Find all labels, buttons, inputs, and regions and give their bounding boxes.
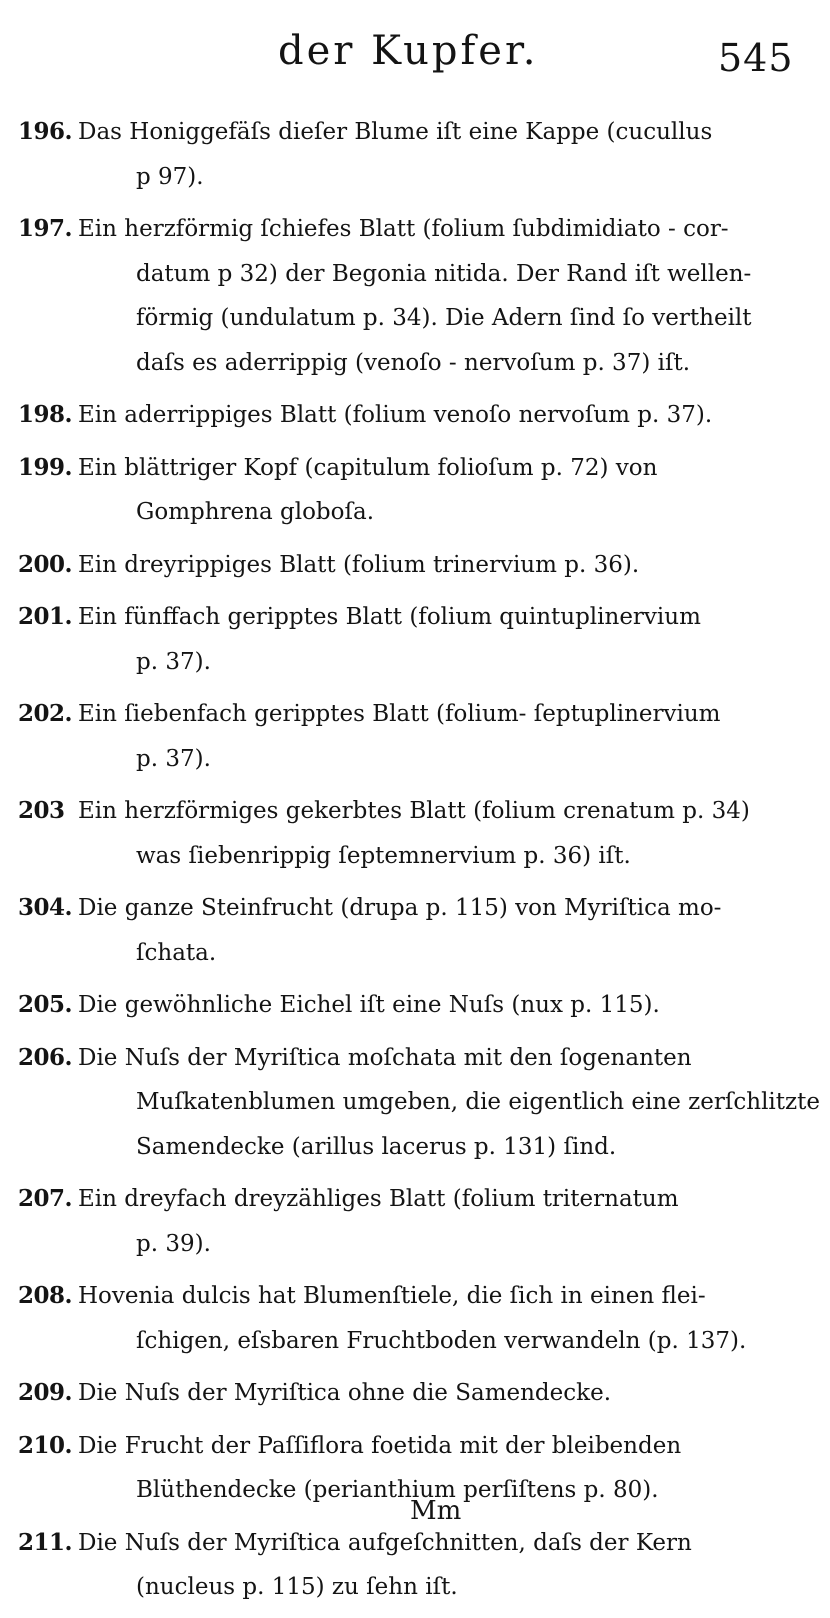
plate-entries-list — [0, 110, 830, 1618]
entry-number: 209. — [18, 1379, 73, 1406]
page-number: 545 — [718, 36, 794, 80]
plate-entry — [0, 886, 830, 975]
entry-text-line: Hovenia dulcis hat Blumenſtiele, die ſich in einen flei- — [78, 1283, 706, 1309]
plate-entry — [0, 983, 830, 1028]
entry-number: 198. — [18, 401, 73, 428]
entry-number: 203 — [18, 797, 65, 824]
entry-text-line: Gomphrena globoſa. — [136, 499, 375, 525]
entry-text-line: Die Nuſs der Myriſtica aufgeſchnitten, daſs der Kern — [78, 1529, 692, 1556]
plate-entry — [0, 1036, 830, 1170]
plate-entry — [0, 207, 830, 385]
plate-entry — [0, 692, 830, 781]
plate-entry — [0, 1521, 830, 1610]
plate-entry — [0, 595, 830, 684]
plate-entry — [0, 110, 830, 199]
entry-text-line: Ein herzförmig ſchiefes Blatt (folium ſubdimidiato - cor- — [78, 216, 729, 242]
plate-entry — [0, 789, 830, 878]
entry-number: 197. — [18, 215, 73, 242]
entry-text-line: ſchata. — [136, 939, 217, 966]
entry-number: 201. — [18, 603, 73, 630]
entry-text-line: Die Frucht der Paſſiflora foetida mit der bleibenden — [78, 1432, 682, 1459]
running-head — [0, 22, 830, 92]
entry-text-line: Ein aderrippiges Blatt (folium venoſo nervoſum p. 37). — [78, 402, 713, 428]
entry-text-line: Ein fünffach geripptes Blatt (folium quintuplinervium — [78, 604, 701, 630]
entry-text-line: daſs es aderrippig (venoſo - nervoſum p. 37) iſt. — [136, 349, 691, 376]
entry-text-line: Ein dreyrippiges Blatt (folium trinervium p. 36). — [78, 551, 640, 578]
entry-number: 200. — [18, 550, 73, 578]
entry-text-line: Ein ſiebenfach geripptes Blatt (folium- ſeptuplinervium — [78, 701, 721, 727]
entry-number: 304. — [18, 894, 73, 921]
entry-number: 206. — [18, 1043, 73, 1071]
entry-text-line: Das Honiggefäſs dieſer Blume iſt eine Kappe (cucullus — [78, 119, 713, 145]
entry-text-line: datum p 32) der Begonia nitida. Der Rand iſt wellen- — [136, 260, 752, 287]
entry-text-line: p 97). — [136, 163, 204, 190]
entry-number: 205. — [18, 991, 73, 1018]
entry-text-line: ſchigen, eſsbaren Fruchtboden verwandeln (p. 137). — [136, 1327, 747, 1354]
entry-number: 196. — [18, 118, 73, 145]
entry-text-line: förmig (undulatum p. 34). Die Adern ſind ſo vertheilt — [136, 305, 752, 331]
entry-text-line: Samendecke (arillus lacerus p. 131) ſind. — [136, 1133, 617, 1160]
entry-text-line: Blüthendecke (perianthium perſiſtens p. 80). — [136, 1477, 659, 1503]
entry-text-line: p. 37). — [136, 648, 211, 675]
plate-entry — [0, 1274, 830, 1363]
entry-number: 202. — [18, 700, 73, 727]
plate-entry — [0, 446, 830, 535]
entry-number: 208. — [18, 1282, 73, 1309]
signature-mark: Mm — [410, 1496, 462, 1526]
entry-number: 207. — [18, 1185, 73, 1212]
entry-text-line: Muſkatenblumen umgeben, die eigentlich eine zerſchlitzte — [136, 1089, 820, 1115]
entry-text-line: Die Nuſs der Myriſtica ohne die Samendecke. — [78, 1380, 612, 1406]
plate-entry — [0, 1177, 830, 1266]
plate-entry — [0, 1371, 830, 1416]
entry-text-line: Die ganze Steinfrucht (drupa p. 115) von Myriſtica mo- — [78, 895, 722, 921]
running-title: der Kupfer. — [278, 28, 539, 74]
entry-text-line: Ein herzförmiges gekerbtes Blatt (folium crenatum p. 34) — [78, 798, 750, 824]
entry-text-line: Ein dreyfach dreyzähliges Blatt (folium triternatum — [78, 1186, 679, 1212]
entry-text-line: was ſiebenrippig ſeptemnervium p. 36) iſt. — [136, 842, 631, 869]
entry-text-line: Die gewöhnliche Eichel iſt eine Nuſs (nux p. 115). — [78, 992, 660, 1018]
entry-text-line: Die Nuſs der Myriſtica moſchata mit den ſogenanten — [78, 1044, 692, 1071]
plate-entry — [0, 393, 830, 438]
entry-text-line: p. 37). — [136, 745, 211, 772]
entry-text-line: Ein blättriger Kopf (capitulum folioſum p. 72) von — [78, 454, 658, 481]
plate-entry — [0, 543, 830, 588]
entry-number: 210. — [18, 1431, 73, 1459]
entry-text-line: p. 39). — [136, 1230, 211, 1257]
entry-number: 199. — [18, 453, 73, 481]
entry-text-line: (nucleus p. 115) zu ſehn iſt. — [136, 1574, 458, 1600]
entry-number: 211. — [18, 1528, 73, 1556]
